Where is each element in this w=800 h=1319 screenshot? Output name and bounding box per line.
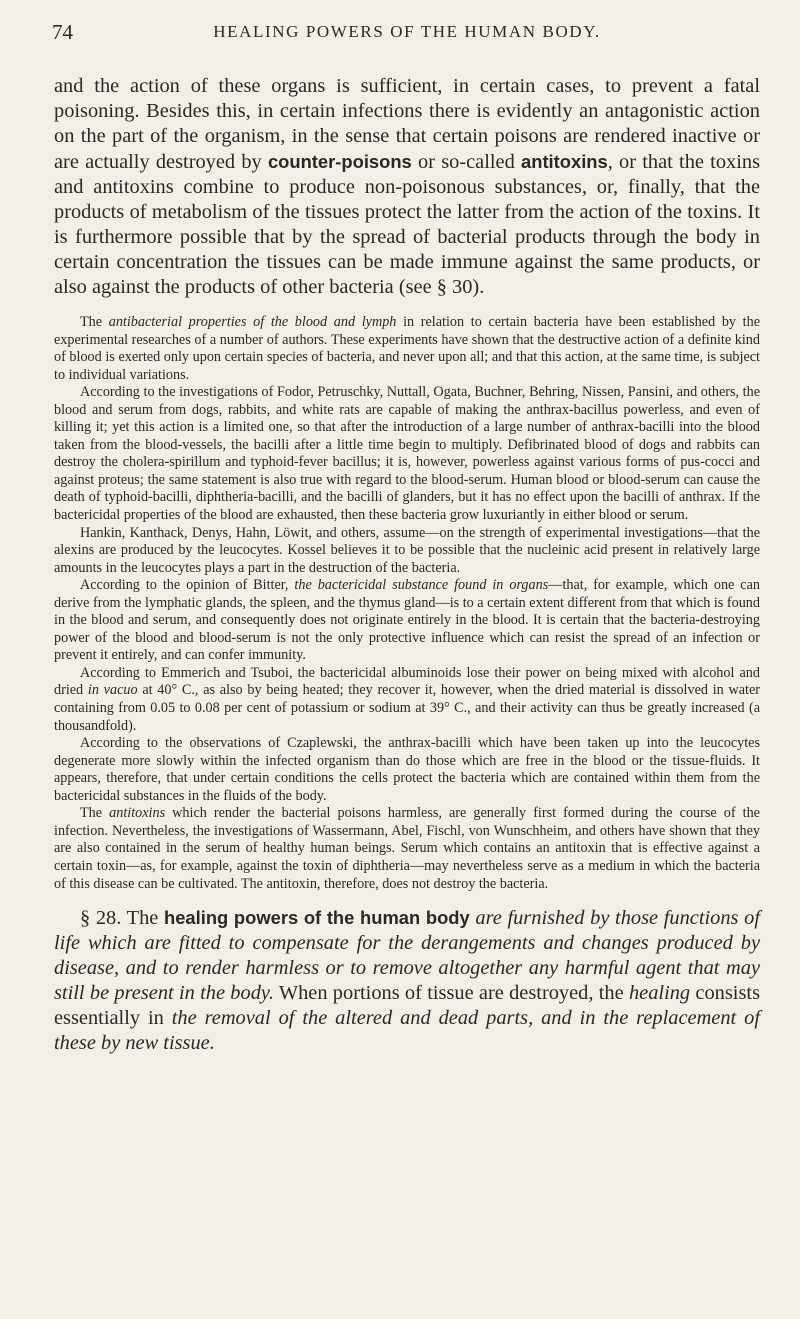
section-28-paragraph: § 28. The healing powers of the human body are furnished by those functions of life which are fitted to compensate for the derangements and changes produced by disease, and to render harmless or to remove altogether any harmful agent that may still be present in the body. When portions of tissue are destroyed, the healing consists essentially in the removal of the altered and dead parts, and in the replacement of these by new tissue. xyxy=(54,907,761,1055)
term-in-vacuo: in vacuo xyxy=(87,682,138,699)
term-bactericidal-substance: the bactericidal substance found in organs xyxy=(294,577,549,594)
definition-healing-powers: are furnished by those functions of life which are fitted to compensate for the derangements and changes produced by disease, and to render harmless or to remove altogether any harmful agent that may still be present in the body. xyxy=(54,907,761,1005)
term-healing-powers: healing powers of the human body xyxy=(163,907,470,929)
paragraph-emmerich-tsuboi: According to Emmerich and Tsuboi, the bactericidal albuminoids lose their power on being mixed with alcohol and dried in vacuo at 40° C., as also by being heated; they recover it, however, when the dried material is dissolved in water containing from 0.05 to 0.08 per cent of potassium or sodium at 39° C., and their activity can thus be greatly increased (a thousandfold). xyxy=(54,664,760,734)
paragraph-czaplewski: According to the observations of Czaplewski, the anthrax-bacilli which have been taken up into the leucocytes degenerate more slowly within the infected organism than do those which are free in the blood or the tissue-fluids. It appears, therefore, that under certain conditions the cells protect the bacteria which are contained within them from the bactericidal substances in the fluids of the body. xyxy=(54,735,760,804)
paragraph-antibacterial-properties: The antibacterial properties of the blood and lymph in relation to certain bacteria have been established by the experimental researches of a number of authors. These experiments have shown that the destructive action of a definite kind of blood is exerted only upon certain species of bacteria, and never upon all; and that this action, at the same time, is subject to individual variations. xyxy=(54,314,760,383)
paragraph-fodor-investigations: According to the investigations of Fodor, Petruschky, Nuttall, Ogata, Buchner, Behring, Nissen, Pansini, and others, the blood and serum from dogs, rabbits, and white rats are capable of making the anthrax-bacillus powerless, and even of killing it; yet this action is a limited one, so that after the introduction of a large number of anthrax-bacilli into the blood taken from the blood-vessels, the bacilli after a little time begin to multiply. Defibrinated blood of dogs and rabbits can destroy the cholera-spirillum and typhoid-fever bacillus; it is, however, powerless against various forms of pus-cocci and against proteus; the same statement is also true with regard to the blood-serum. Human blood or blood-serum can cause the death of typhoid-bacilli, diphtheria-bacilli, and the bacilli of glanders, but it has no effect upon the bacilli of anthrax. If the bactericidal properties of the blood are exhausted, then these bacteria grow luxuriantly in either blood or serum. xyxy=(54,384,760,524)
page-number: 74 xyxy=(52,20,73,44)
running-title: HEALING POWERS OF THE HUMAN BODY. xyxy=(213,22,601,41)
paragraph-antitoxins: The antitoxins which render the bacterial poisons harmless, are generally first formed during the course of the infection. Nevertheless, the investigations of Wassermann, Abel, Fischl, von Wunschheim, and others have shown that they are also contained in the serum of healthy human beings. Serum which contains an antitoxin that is effective against a certain toxin—as, for example, against the toxin of diphtheria—may nevertheless serve as a medium in which the bacteria of this disease can be cultivated. The antitoxin, therefore, does not destroy the bacteria. xyxy=(54,805,760,892)
paragraph-bitter-bactericidal: According to the opinion of Bitter, the bactericidal substance found in organs—that, for example, which one can derive from the lymphatic glands, the spleen, and the thymus gland—is to a certain extent different from that which is found in the blood and serum, and consequently does not originate entirely in the blood. It is certain that the bacteria-destroying power of the blood and blood-serum is not the only protective influence which can resist the spread of an infection or prevent it entirely, and can confer immunity. xyxy=(54,577,760,664)
running-head xyxy=(54,16,760,56)
paragraph-hankin-alexins: Hankin, Kanthack, Denys, Hahn, Löwit, and others, assume—on the strength of experimental investigations—that the alexins are produced by the leucocytes. Kossel believes it to be possible that the nucleinic acid present in relatively large amounts in the leucocytes plays a part in the destruction of the bacteria. xyxy=(54,524,760,576)
term-antitoxins: antitoxins xyxy=(521,151,608,172)
term-counter-poisons: counter-poisons xyxy=(267,151,412,172)
paragraph-antitoxin-intro: and the action of these organs is sufficient, in certain cases, to prevent a fatal poisoning. Besides this, in certain infections there is evidently an antagonistic action on the part of the organism, in the sense that certain poisons are rendered inactive or are actually destroyed by counter-poisons or so-called antitoxins, or that the toxins and antitoxins combine to produce non-poisonous substances, or, finally, that the products of metabolism of the tissues protect the latter from the action of the toxins. It is furthermore possible that by the spread of bacterial products through the body in certain concentration the tissues can be made immune against the same products, or also against the products of other bacteria (see § 30). xyxy=(54,75,761,298)
term-healing: healing xyxy=(628,982,691,1005)
term-antibacterial-properties: antibacterial properties of the blood and lymph xyxy=(108,314,397,330)
definition-healing: the removal of the altered and dead parts, and in the replacement of these by new tissue. xyxy=(54,1007,760,1055)
term-antitoxins-italic: antitoxins xyxy=(109,805,166,822)
